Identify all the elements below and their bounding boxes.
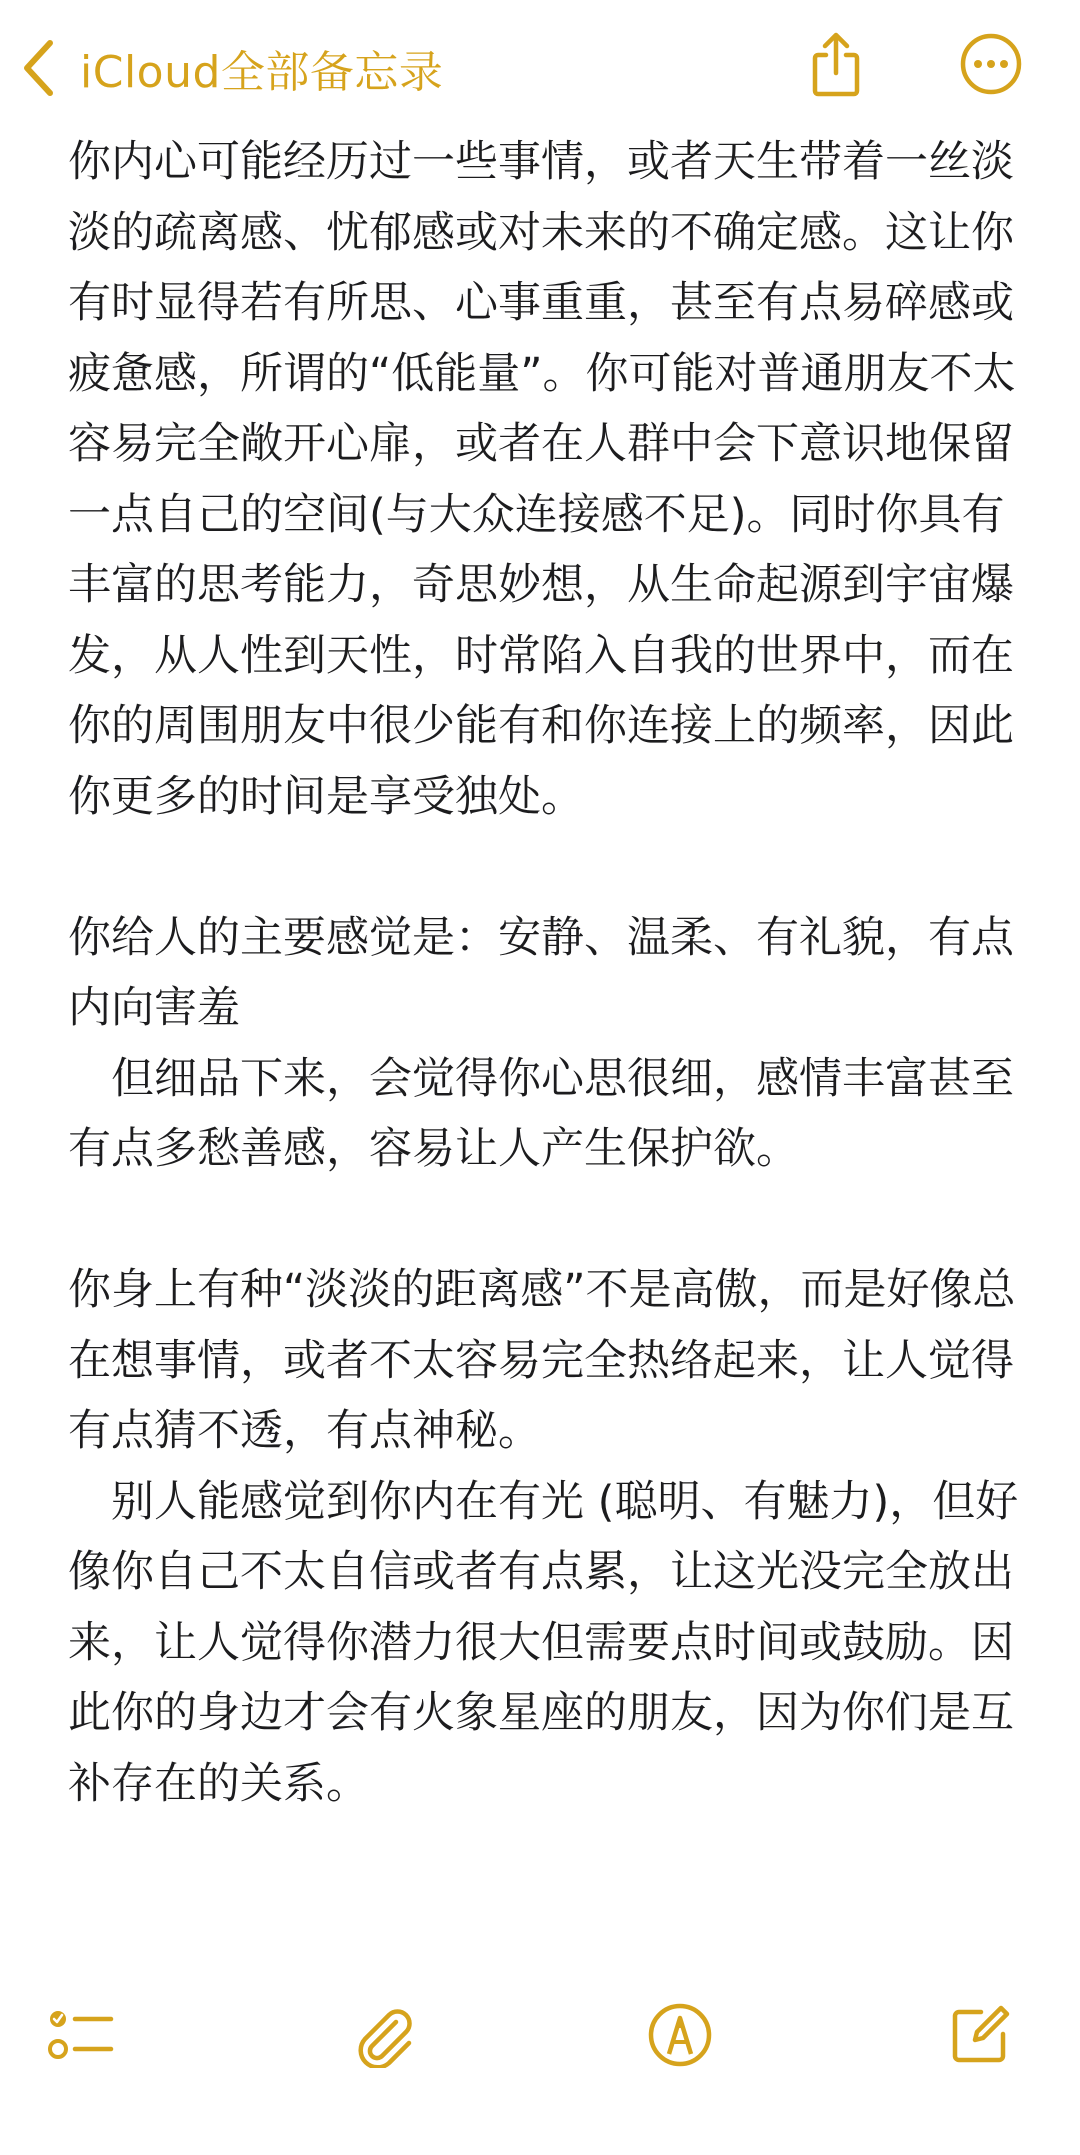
note-paragraph: 别人能感觉到你内在有光 (聪明、有魅力)，但好像你自己不太自信或者有点累，让这光没完全放出来，让人觉得你潜力很大但需要点时间或鼓励。因此你的身边才会有火象星座的朋友，因为你们是互补存在的关系。 bbox=[68, 1476, 1019, 1809]
chevron-left-icon bbox=[18, 36, 58, 100]
bottom-toolbar bbox=[0, 1975, 1080, 2095]
back-label: iCloud全部备忘录 bbox=[80, 47, 444, 98]
share-icon bbox=[806, 31, 866, 101]
note-paragraph: 你内心可能经历过一些事情，或者天生带着一丝淡淡的疏离感、忧郁感或对未来的不确定感。这让你有时显得若有所思、心事重重，甚至有点易碎感或疲惫感，所谓的“低能量”。你可能对普通朋友不太容易完全敞开心扉，或者在人群中会下意识地保留一点自己的空间(与大众连接感不足)。同时你具有丰富的思考能力，奇思妙想，从生命起源到宇宙爆发，从人性到天性，时常陷入自我的世界中，而在你的周围朋友中很少能有和你连接上的频率，因此你更多的时间是享受独处。 bbox=[68, 137, 1016, 822]
markup-pen-icon bbox=[647, 2002, 713, 2072]
attach-button[interactable] bbox=[345, 1997, 425, 2077]
blank-line bbox=[68, 1185, 1028, 1256]
note-paragraph: 你给人的主要感觉是：安静、温柔、有礼貌，有点内向害羞 bbox=[68, 912, 1014, 1033]
share-button[interactable] bbox=[800, 30, 872, 102]
more-button[interactable] bbox=[955, 30, 1027, 102]
navigation-bar bbox=[0, 0, 1080, 130]
note-paragraph: 你身上有种“淡淡的距离感”不是高傲，而是好像总在想事情，或者不太容易完全热络起来，让人觉得有点猜不透，有点神秘。 bbox=[68, 1265, 1016, 1456]
checklist-button[interactable] bbox=[42, 1997, 122, 2077]
paperclip-icon bbox=[352, 2002, 418, 2072]
checklist-icon bbox=[47, 2005, 117, 2069]
compose-button[interactable] bbox=[940, 1997, 1020, 2077]
compose-icon bbox=[947, 2002, 1013, 2072]
markup-button[interactable] bbox=[640, 1997, 720, 2077]
blank-line bbox=[68, 832, 1028, 903]
note-paragraph: 但细品下来，会觉得你心思很细，感情丰富甚至有点多愁善感，容易让人产生保护欲。 bbox=[68, 1053, 1014, 1174]
back-button[interactable] bbox=[18, 28, 443, 108]
ellipsis-circle-icon bbox=[959, 32, 1023, 100]
note-body[interactable] bbox=[68, 127, 1028, 1819]
